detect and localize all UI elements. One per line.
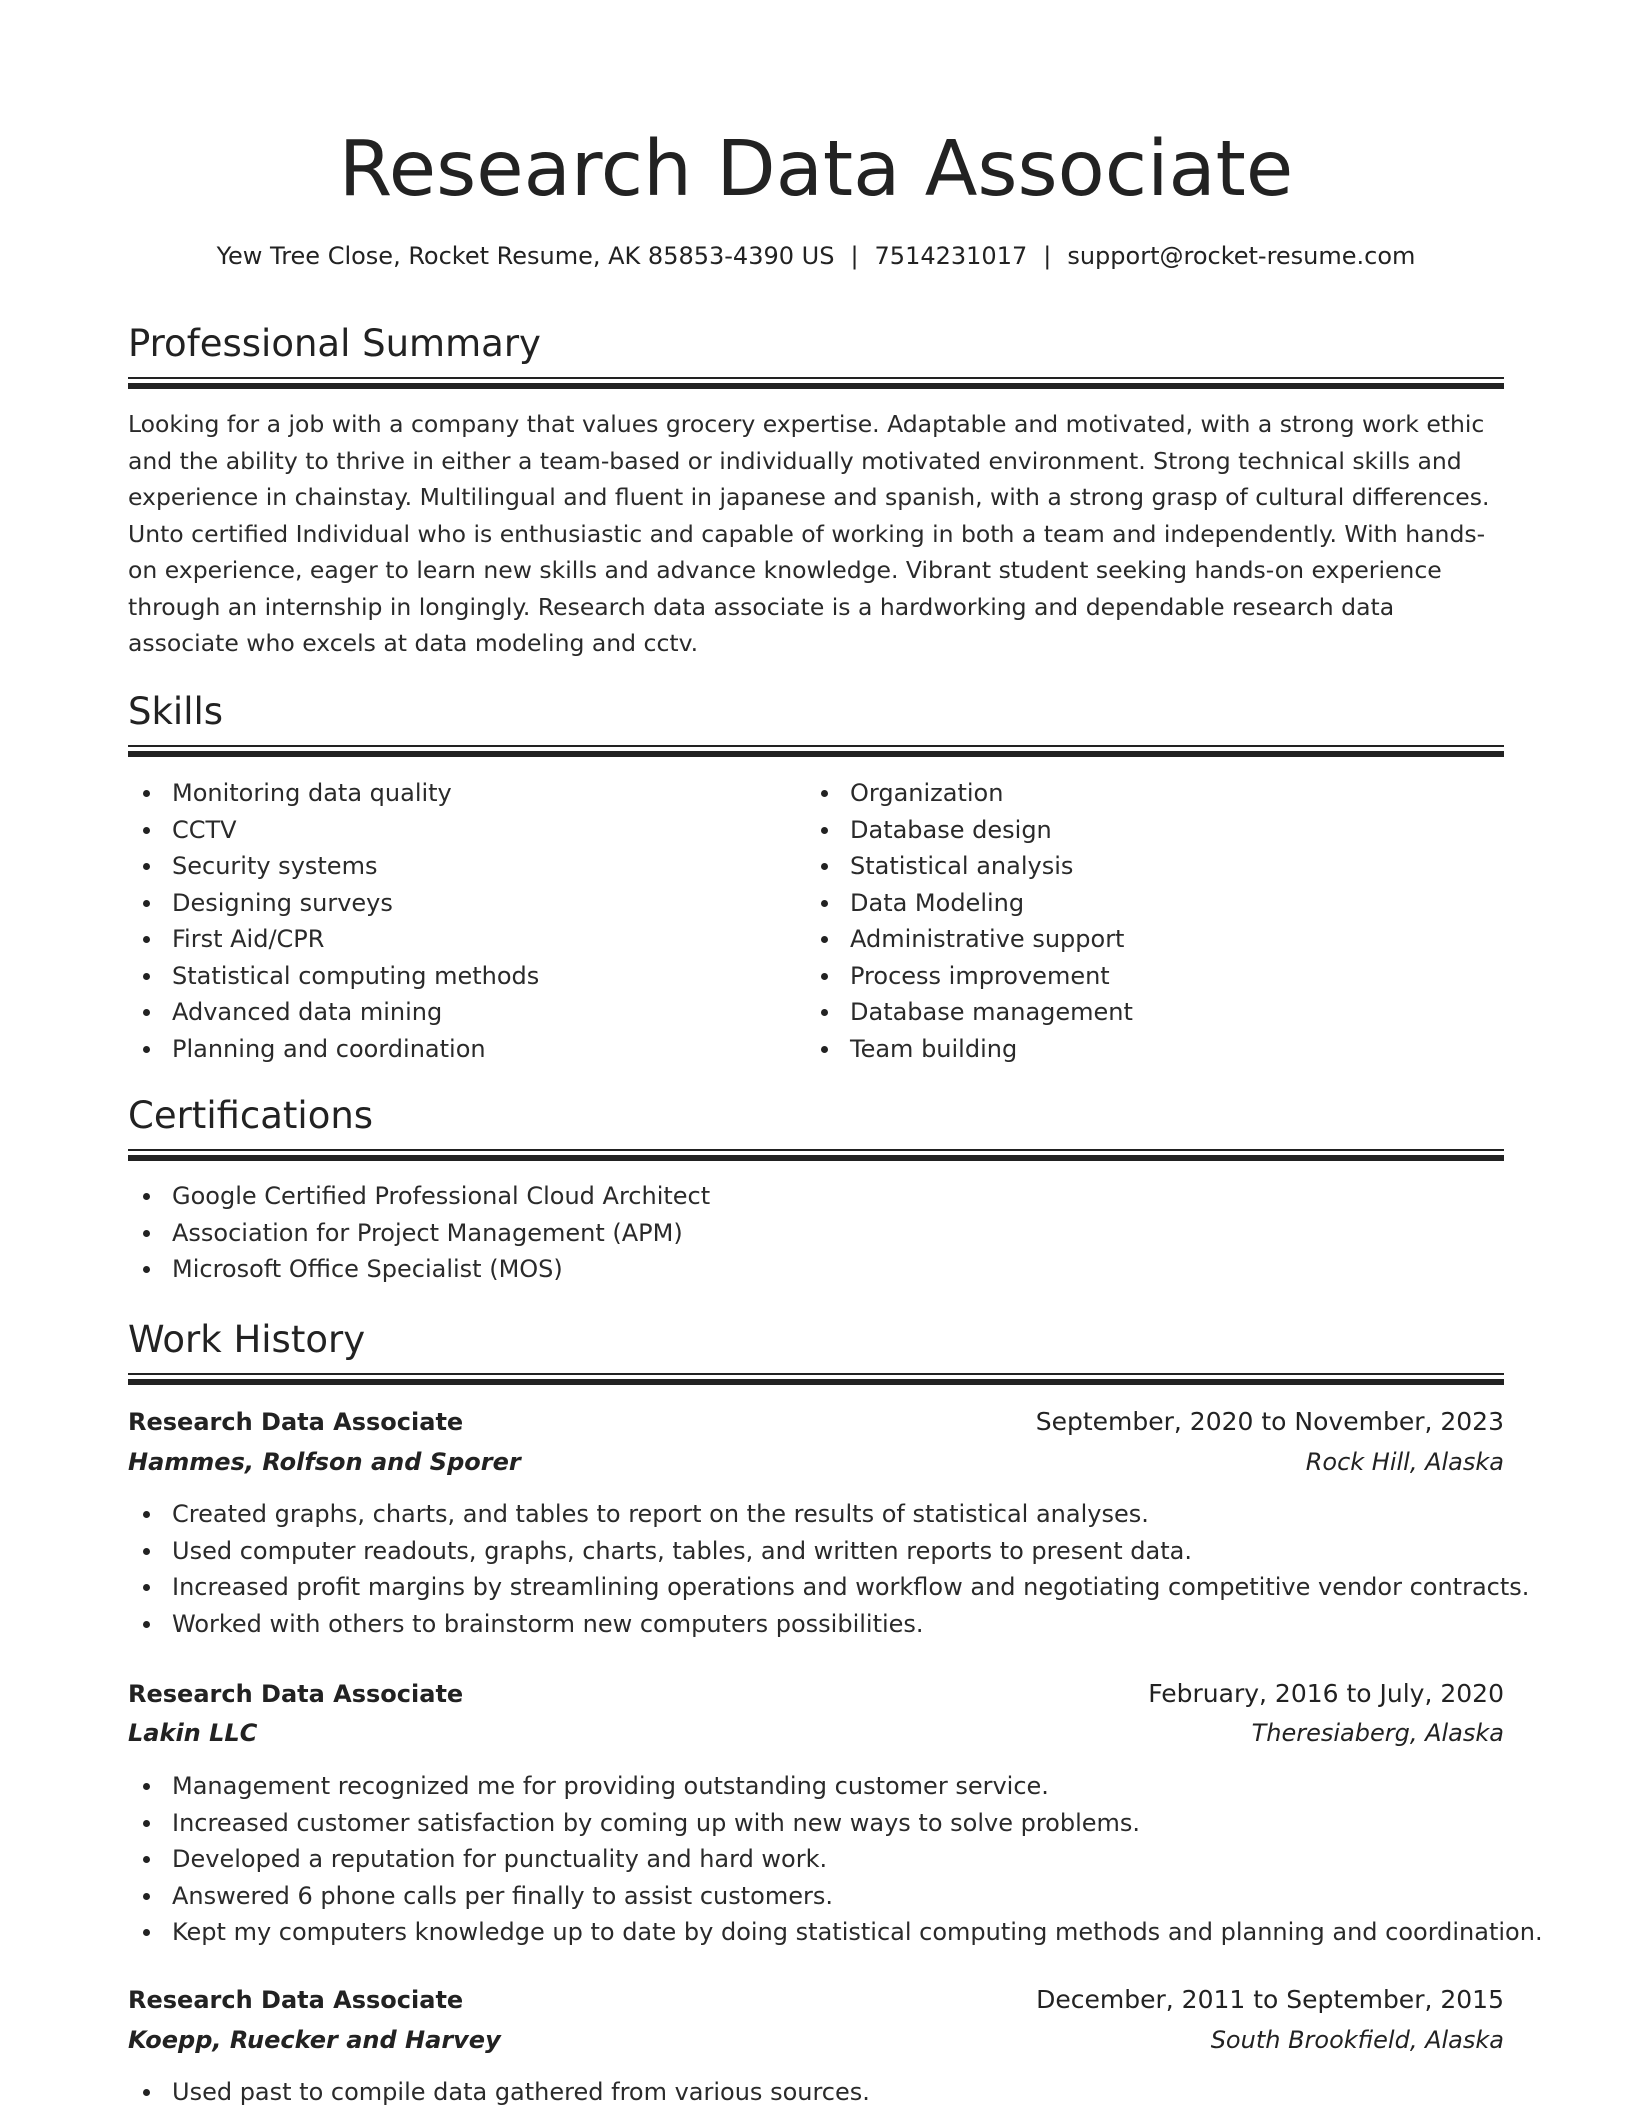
job-location: Theresiaberg, Alaska xyxy=(1251,1719,1504,1747)
job-bullet: Kept my computers knowledge up to date by doing statistical computing methods and planning and coordination. xyxy=(172,1914,1504,1951)
skills-heading: Skills xyxy=(128,690,224,733)
job-bullet: Increased profit margins by streamlining operations and workflow and negotiating competitive vendor contracts. xyxy=(172,1569,1504,1606)
job-bullet: Created graphs, charts, and tables to report on the results of statistical analyses. xyxy=(172,1496,1504,1533)
resume-title: Research Data Associate xyxy=(338,125,1294,214)
skills-list-left xyxy=(128,775,812,1067)
skill-item: Designing surveys xyxy=(172,885,812,922)
contact-separator: | xyxy=(1043,242,1052,270)
job-title: Research Data Associate xyxy=(128,1986,464,2014)
job-title: Research Data Associate xyxy=(128,1408,464,1436)
job-bullets xyxy=(128,2074,1504,2111)
skill-item: Organization xyxy=(850,775,1490,812)
section-divider xyxy=(128,1149,1504,1162)
job-dates: February, 2016 to July, 2020 xyxy=(1148,1679,1504,1708)
job-bullet: Used computer readouts, graphs, charts, tables, and written reports to present data. xyxy=(172,1533,1504,1570)
contact-separator: | xyxy=(850,242,859,270)
certification-item: Microsoft Office Specialist (MOS) xyxy=(172,1251,1504,1288)
job-dates: September, 2020 to November, 2023 xyxy=(1035,1407,1504,1436)
job-bullets xyxy=(128,1496,1530,1642)
contact-email[interactable]: support@rocket-resume.com xyxy=(1067,242,1416,270)
skill-item: First Aid/CPR xyxy=(172,921,812,958)
certification-item: Association for Project Management (APM) xyxy=(172,1215,1504,1252)
certifications-list xyxy=(128,1178,1504,1288)
skill-item: Database management xyxy=(850,994,1490,1031)
job-bullet: Worked with others to brainstorm new computers possibilities. xyxy=(172,1606,1504,1643)
skill-item: Advanced data mining xyxy=(172,994,812,1031)
job-title: Research Data Associate xyxy=(128,1680,464,1708)
section-divider xyxy=(128,745,1504,758)
certifications-heading: Certifications xyxy=(128,1094,374,1137)
skill-item: Planning and coordination xyxy=(172,1031,812,1068)
skill-item: Process improvement xyxy=(850,958,1490,995)
job-bullet: Management recognized me for providing outstanding customer service. xyxy=(172,1768,1504,1805)
contact-address: Yew Tree Close, Rocket Resume, AK 85853-4390 US xyxy=(216,242,835,270)
certification-item: Google Certified Professional Cloud Architect xyxy=(172,1178,1504,1215)
job-company: Hammes, Rolfson and Sporer xyxy=(128,1448,521,1476)
contact-line xyxy=(128,238,1504,274)
section-divider xyxy=(128,1373,1504,1386)
section-divider xyxy=(128,377,1504,390)
skill-item: Data Modeling xyxy=(850,885,1490,922)
summary-text: Looking for a job with a company that values grocery expertise. Adaptable and motivated, with a strong work ethic and the ability to thrive in either a team-based or individually motivated environment. Strong technical skills and experience in chainstay. Multilingual and fluent in japanese and spanish, with a strong grasp of cultural differences. Unto certified Individual who is enthusiastic and capable of working in both a team and independently. With hands-on experience, eager to learn new skills and advance knowledge. Vibrant student seeking hands-on experience through an internship in longingly. Research data associate is a hardworking and dependable research data associate who excels at data modeling and cctv. xyxy=(128,410,1490,657)
skill-item: Security systems xyxy=(172,848,812,885)
skill-item: Administrative support xyxy=(850,921,1490,958)
skill-item: Monitoring data quality xyxy=(172,775,812,812)
job-bullet: Developed a reputation for punctuality and hard work. xyxy=(172,1841,1504,1878)
skill-item: Statistical analysis xyxy=(850,848,1490,885)
skill-item: Database design xyxy=(850,812,1490,849)
job-bullet: Used past to compile data gathered from various sources. xyxy=(172,2074,1504,2111)
job-location: South Brookfield, Alaska xyxy=(1210,2026,1504,2054)
job-company: Koepp, Ruecker and Harvey xyxy=(128,2026,501,2054)
job-bullets xyxy=(128,1768,1543,1951)
skill-item: Team building xyxy=(850,1031,1490,1068)
job-bullet: Answered 6 phone calls per finally to assist customers. xyxy=(172,1878,1504,1915)
job-company: Lakin LLC xyxy=(128,1719,258,1747)
job-dates: December, 2011 to September, 2015 xyxy=(1036,1985,1504,2014)
job-bullet: Increased customer satisfaction by coming up with new ways to solve problems. xyxy=(172,1805,1504,1842)
job-location: Rock Hill, Alaska xyxy=(1305,1448,1504,1476)
summary-heading: Professional Summary xyxy=(128,322,541,365)
work-history-heading: Work History xyxy=(128,1318,366,1361)
skills-list-right xyxy=(806,775,1490,1067)
skill-item: CCTV xyxy=(172,812,812,849)
contact-phone: 7514231017 xyxy=(874,242,1028,270)
skill-item: Statistical computing methods xyxy=(172,958,812,995)
